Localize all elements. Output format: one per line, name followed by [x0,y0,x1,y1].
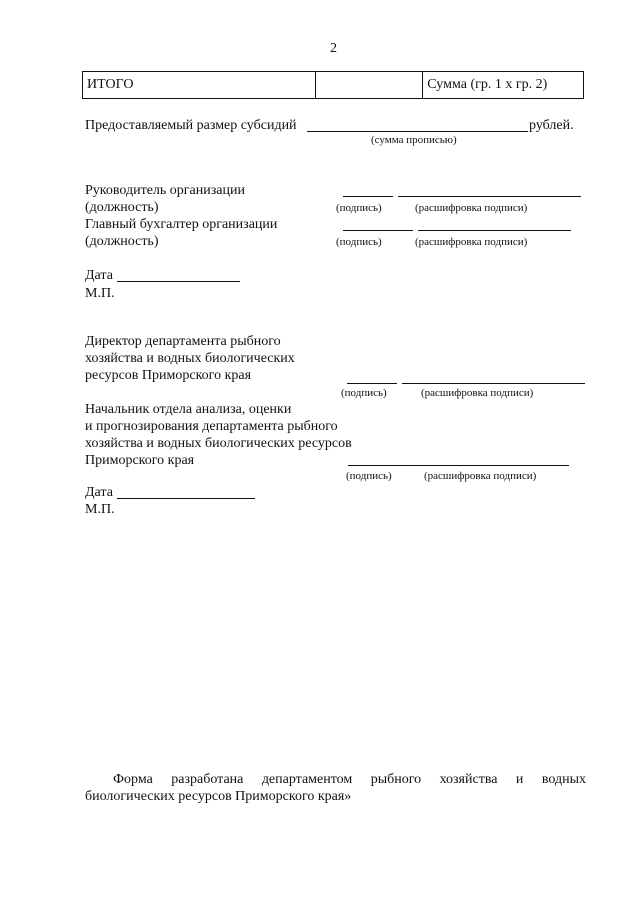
org-stamp: М.П. [85,286,115,301]
chief-signature-line [348,465,569,466]
head-transcript-line [398,196,581,197]
subsidy-amount-line [307,131,528,132]
subsidy-currency: рублей. [529,118,574,133]
chief-line-4: Приморского края [85,453,195,468]
footer-word: Форма [113,772,153,787]
dept-stamp: М.П. [85,502,115,517]
org-date-line [117,281,240,282]
footer-word: разработана [171,772,244,787]
footer-line-1 [85,771,586,788]
chief-line-2: и прогнозирования департамента рыбного [85,419,338,434]
footer-line-2: биологических ресурсов Приморского края» [85,789,352,804]
accountant-title: Главный бухгалтер организации [85,217,278,232]
chief-line-3: хозяйства и водных биологических ресурсов [85,436,352,451]
accountant-position: (должность) [85,234,159,249]
accountant-transcript-caption: (расшифровка подписи) [415,236,528,248]
itogo-cell: ИТОГО [83,72,316,99]
footer-word: департаментом [261,772,353,787]
table-row [83,72,584,99]
itogo-table [82,71,584,99]
accountant-signature-caption: (подпись) [336,236,382,248]
head-transcript-caption: (расшифровка подписи) [415,202,528,214]
subsidy-label: Предоставляемый размер субсидий [85,118,297,133]
head-title: Руководитель организации [85,183,245,198]
page-number: 2 [330,41,337,56]
head-position: (должность) [85,200,159,215]
footer-word: водных [541,772,586,787]
director-signature-line [347,383,397,384]
sum-cell: Сумма (гр. 1 х гр. 2) [423,72,584,99]
footer-word: и [515,772,524,787]
empty-cell [316,72,423,99]
accountant-transcript-line [418,230,571,231]
head-signature-caption: (подпись) [336,202,382,214]
director-line-1: Директор департамента рыбного [85,334,281,349]
footer-word: рыбного [370,772,422,787]
chief-transcript-caption: (расшифровка подписи) [424,470,537,482]
director-line-3: ресурсов Приморского края [85,368,252,383]
chief-signature-caption: (подпись) [346,470,392,482]
dept-date-label: Дата [85,485,113,500]
head-signature-line [343,196,393,197]
footer-paragraph [85,771,586,805]
subsidy-caption: (сумма прописью) [371,134,457,146]
org-date-label: Дата [85,268,113,283]
director-transcript-line [402,383,585,384]
accountant-signature-line [343,230,413,231]
footer-word: хозяйства [439,772,498,787]
director-transcript-caption: (расшифровка подписи) [421,387,534,399]
dept-date-line [117,498,255,499]
director-signature-caption: (подпись) [341,387,387,399]
director-line-2: хозяйства и водных биологических [85,351,295,366]
chief-line-1: Начальник отдела анализа, оценки [85,402,292,417]
